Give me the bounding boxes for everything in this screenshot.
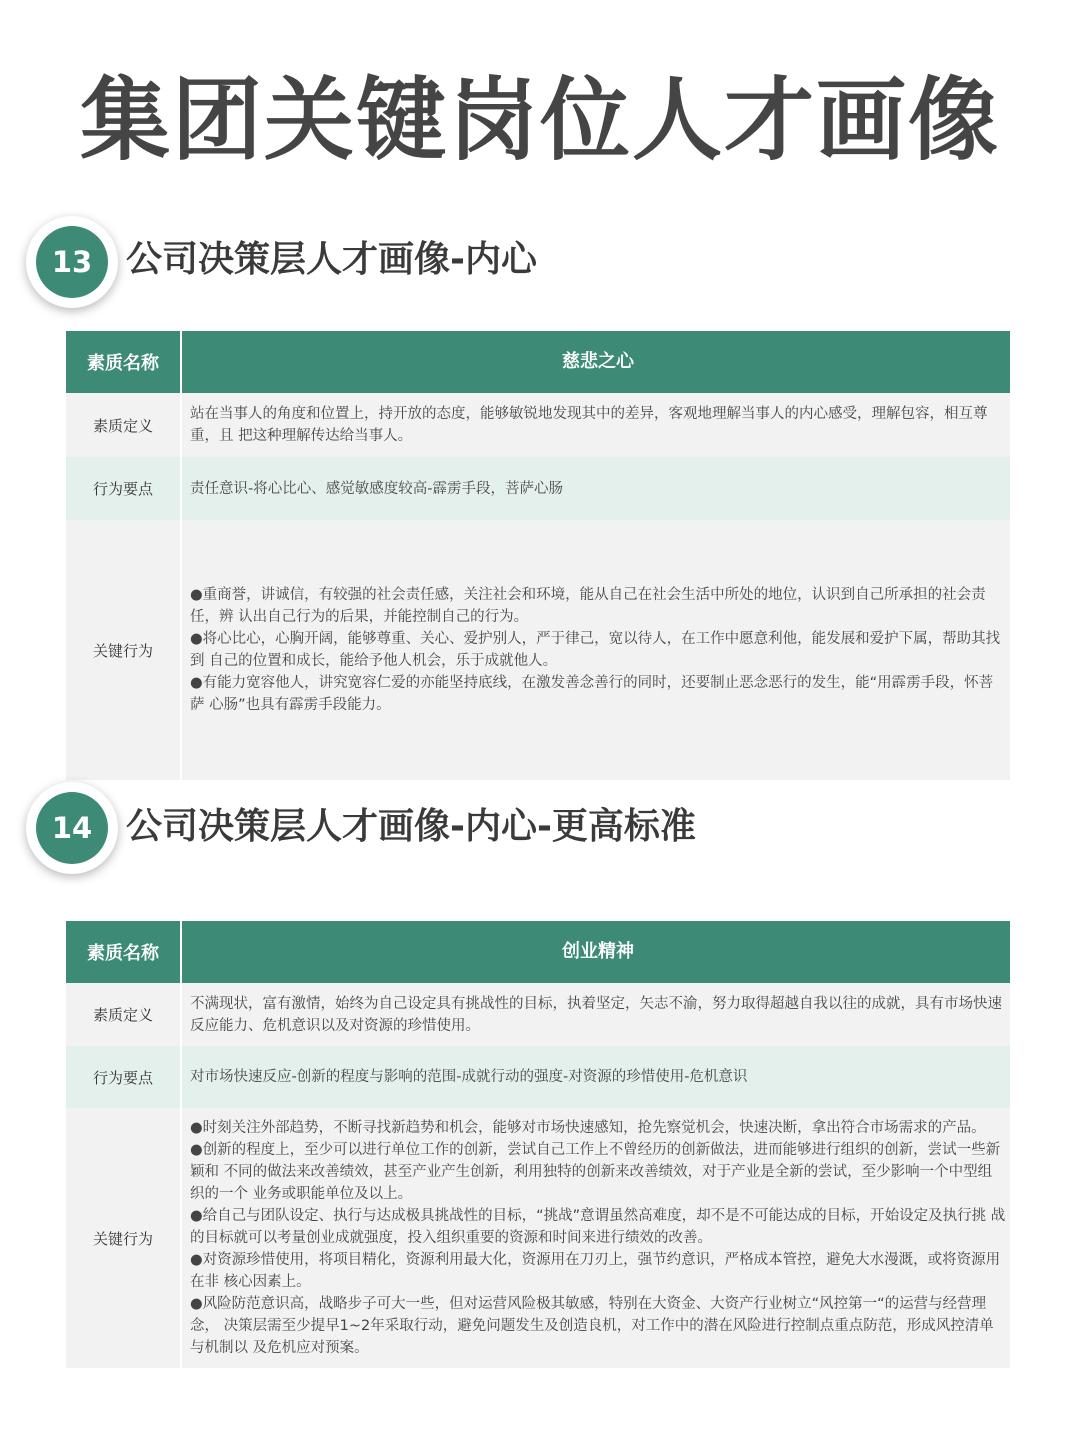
competency-name: 创业精神 <box>181 921 1010 983</box>
key-points-label: 行为要点 <box>66 457 181 520</box>
section-title: 公司决策层人才画像-内心 <box>126 239 537 280</box>
behavior-item: ●时刻关注外部趋势，不断寻找新趋势和机会，能够对市场快速感知，抢先察觉机会，快速决断，拿出符合市场需求的产品。 <box>190 1120 986 1136</box>
behavior-item: ●风险防范意识高，战略步子可大一些，但对运营风险极其敏感，特别在大资金、大资产行业树立“风控第一“的运营与经营理念， 决策层需至少提早1~2年采取行动，避免问题发生及创造良机，对工作中的潜在风险进行控制点重点防范，形成风控清单与机制以 及危机应对预案。 <box>190 1296 994 1356</box>
behavior-item: ●给自己与团队设定、执行与达成极具挑战性的目标，“挑战”意谓虽然高难度，却不是不可能达成的目标，开始设定及执行挑 战的目标就可以考量创业成就强度，投入组织重要的资源和时间来进行绩效的改善。 <box>190 1208 1006 1246</box>
key-behaviors-text <box>181 1108 1010 1368</box>
definition-text: 不满现状，富有激情，始终为自己设定具有挑战性的目标，执着坚定，矢志不渝，努力取得超越自我以往的成就，具有市场快速反应能力、危机意识以及对资源的珍惜使用。 <box>181 983 1010 1046</box>
section-title: 公司决策层人才画像-内心-更高标准 <box>126 806 696 847</box>
key-points-row <box>66 457 1010 520</box>
definition-label: 素质定义 <box>66 393 181 457</box>
page-title: 集团关键岗位人才画像 <box>80 68 1000 173</box>
behavior-item: ●对资源珍惜使用，将项目精化，资源利用最大化，资源用在刀刃上，强节约意识，严格成本管控，避免大水漫溉，或将资源用在非 核心因素上。 <box>190 1252 1001 1290</box>
section-number: 14 <box>36 792 108 864</box>
table-header-row <box>66 921 1010 983</box>
definition-text: 站在当事人的角度和位置上，持开放的态度，能够敏锐地发现其中的差异，客观地理解当事人的内心感受，理解包容，相互尊重，且 把这种理解传达给当事人。 <box>181 393 1010 457</box>
behavior-item: ●有能力宽容他人，讲究宽容仁爱的亦能坚持底线，在激发善念善行的同时，还要制止恶念恶行的发生，能“用霹雳手段，怀菩萨 心肠”也具有霹雳手段能力。 <box>190 675 994 713</box>
key-points-row <box>66 1046 1010 1108</box>
key-behaviors-text <box>181 520 1010 780</box>
behavior-item: ●重商誉，讲诚信，有较强的社会责任感，关注社会和环境，能从自己在社会生活中所处的地位，认识到自己所承担的社会责任，辨 认出自己行为的后果，并能控制自己的行为。 <box>190 587 986 625</box>
header-label: 素质名称 <box>66 921 181 983</box>
key-behaviors-row <box>66 520 1010 780</box>
key-points-label: 行为要点 <box>66 1046 181 1108</box>
competency-name: 慈悲之心 <box>181 331 1010 393</box>
definition-row <box>66 983 1010 1046</box>
key-behaviors-label: 关键行为 <box>66 520 181 780</box>
section-number: 13 <box>36 226 108 298</box>
behavior-item: ●创新的程度上，至少可以进行单位工作的创新，尝试自己工作上不曾经历的创新做法，进而能够进行组织的创新，尝试一些新颖和 不同的做法来改善绩效，甚至产业产生创新，利用独特的创新来改善绩效，对于产业是全新的尝试，至少影响一个中型组织的一个 业务或职能单位及以上。 <box>190 1142 1001 1202</box>
definition-row <box>66 393 1010 457</box>
competency-table <box>66 331 1010 780</box>
key-points-text: 对市场快速反应-创新的程度与影响的范围-成就行动的强度-对资源的珍惜使用-危机意识 <box>181 1046 1010 1108</box>
key-behaviors-row <box>66 1108 1010 1368</box>
key-points-text: 责任意识-将心比心、感觉敏感度较高-霹雳手段，菩萨心肠 <box>181 457 1010 520</box>
section-number-badge <box>26 216 118 308</box>
header-label: 素质名称 <box>66 331 181 393</box>
key-behaviors-label: 关键行为 <box>66 1108 181 1368</box>
section-number-badge <box>26 782 118 874</box>
table-header-row <box>66 331 1010 393</box>
behavior-item: ●将心比心，心胸开阔，能够尊重、关心、爱护别人，严于律己，宽以待人，在工作中愿意利他，能发展和爱护下属，帮助其找到 自己的位置和成长，能给予他人机会，乐于成就他人。 <box>190 631 1001 669</box>
competency-table <box>66 921 1010 1368</box>
definition-label: 素质定义 <box>66 983 181 1046</box>
